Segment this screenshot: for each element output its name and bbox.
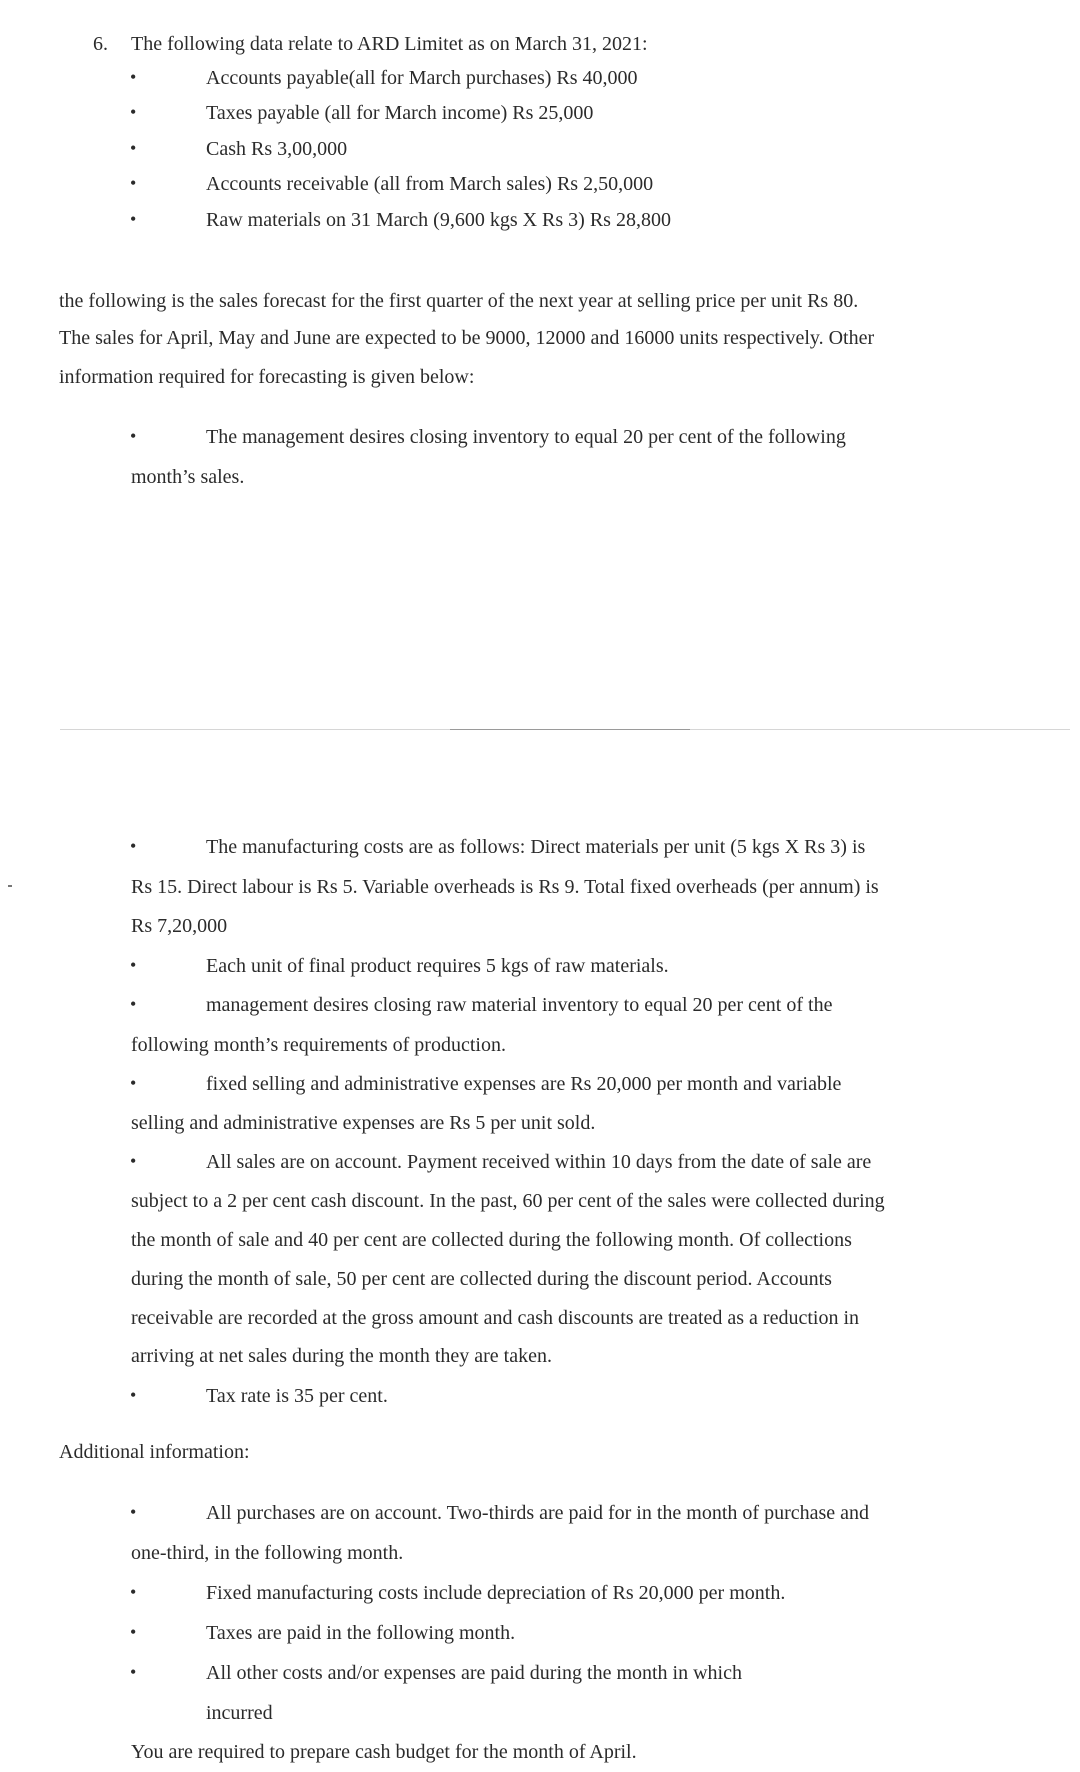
- question-number: 6.: [93, 33, 108, 55]
- additional-text: All other costs and/or expenses are paid during the month in which: [206, 1662, 742, 1684]
- forecast-line: information required for forecasting is given below:: [59, 366, 475, 388]
- balance-text: Raw materials on 31 March (9,600 kgs X Rs 3) Rs 28,800: [206, 209, 671, 231]
- bullet-icon: •: [130, 1502, 137, 1522]
- forecast-line: The sales for April, May and June are expected to be 9000, 12000 and 16000 units respectively. Other: [59, 327, 875, 349]
- bullet-icon: •: [130, 1073, 137, 1093]
- bullet-icon: •: [130, 955, 137, 975]
- info-text-continuation: during the month of sale, 50 per cent are collected during the discount period. Accounts: [131, 1268, 832, 1290]
- balance-text: Taxes payable (all for March income) Rs 25,000: [206, 102, 594, 124]
- additional-text: Taxes are paid in the following month.: [206, 1622, 516, 1644]
- balance-text: Accounts receivable (all from March sales) Rs 2,50,000: [206, 173, 654, 195]
- bullet-icon: •: [130, 1151, 137, 1171]
- info-text-continuation: receivable are recorded at the gross amount and cash discounts are treated as a reduction in: [131, 1307, 860, 1329]
- info-text-continuation: the month of sale and 40 per cent are collected during the following month. Of collections: [131, 1229, 852, 1251]
- bullet-icon: •: [130, 994, 137, 1014]
- question-intro: The following data relate to ARD Limitet as on March 31, 2021:: [131, 33, 648, 55]
- info-text-continuation: subject to a 2 per cent cash discount. In the past, 60 per cent of the sales were collected during: [131, 1190, 885, 1212]
- info-text: fixed selling and administrative expenses are Rs 20,000 per month and variable: [206, 1073, 842, 1095]
- info-text-continuation: Rs 7,20,000: [131, 915, 228, 937]
- balance-text: Accounts payable(all for March purchases) Rs 40,000: [206, 67, 638, 89]
- bullet-icon: •: [130, 426, 137, 446]
- additional-heading: Additional information:: [59, 1441, 250, 1463]
- info-text: All sales are on account. Payment received within 10 days from the date of sale are: [206, 1151, 872, 1173]
- info-text: The manufacturing costs are as follows: Direct materials per unit (5 kgs X Rs 3) is: [206, 836, 866, 858]
- additional-text-continuation: incurred: [206, 1702, 273, 1724]
- bullet-icon: •: [130, 1622, 137, 1642]
- bullet-icon: •: [130, 67, 137, 87]
- margin-mark: [8, 885, 12, 887]
- info-text-continuation: selling and administrative expenses are Rs 5 per unit sold.: [131, 1112, 596, 1134]
- info-text-continuation: following month’s requirements of production.: [131, 1034, 506, 1056]
- bullet-icon: •: [130, 138, 137, 158]
- additional-text: Fixed manufacturing costs include depreciation of Rs 20,000 per month.: [206, 1582, 786, 1604]
- question-heading: [93, 33, 648, 56]
- info-text: Each unit of final product requires 5 kgs of raw materials.: [206, 955, 669, 977]
- info-text-continuation: arriving at net sales during the month they are taken.: [131, 1345, 552, 1367]
- bullet-icon: •: [130, 1662, 137, 1682]
- bullet-icon: •: [130, 209, 137, 229]
- bullet-icon: •: [130, 102, 137, 122]
- page-break-divider-dark: [450, 729, 690, 730]
- bullet-icon: •: [130, 173, 137, 193]
- info-text: Tax rate is 35 per cent.: [206, 1385, 388, 1407]
- balance-text: Cash Rs 3,00,000: [206, 138, 348, 160]
- additional-text: All purchases are on account. Two-thirds are paid for in the month of purchase and: [206, 1502, 870, 1524]
- forecast-line: the following is the sales forecast for the first quarter of the next year at selling price per unit Rs 80.: [59, 290, 859, 312]
- info-text: The management desires closing inventory to equal 20 per cent of the following: [206, 426, 846, 448]
- info-text: management desires closing raw material inventory to equal 20 per cent of the: [206, 994, 833, 1016]
- additional-text-continuation: one-third, in the following month.: [131, 1542, 404, 1564]
- bullet-icon: •: [130, 1385, 137, 1405]
- info-text-continuation: Rs 15. Direct labour is Rs 5. Variable overheads is Rs 9. Total fixed overheads (per annum) is: [131, 876, 879, 898]
- instruction-text: You are required to prepare cash budget for the month of April.: [131, 1741, 637, 1763]
- bullet-icon: •: [130, 836, 137, 856]
- info-text-continuation: month’s sales.: [131, 466, 245, 488]
- bullet-icon: •: [130, 1582, 137, 1602]
